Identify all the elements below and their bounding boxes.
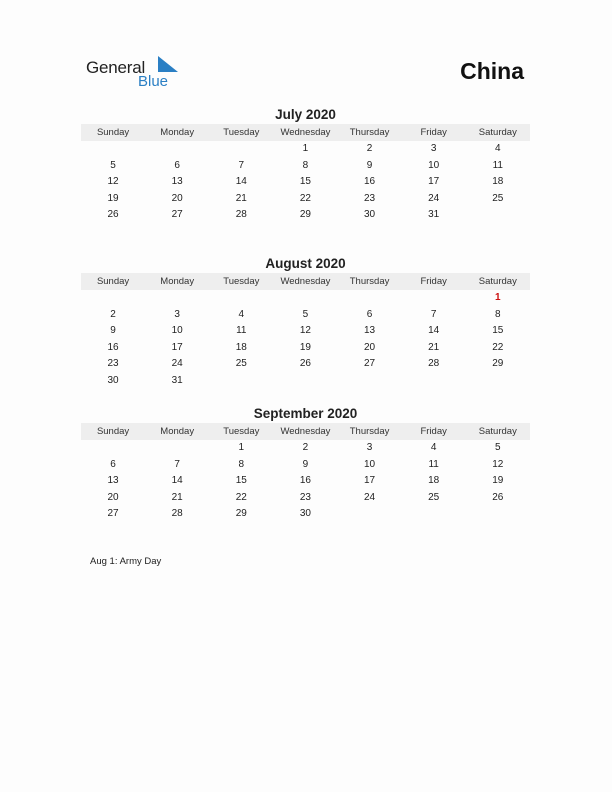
month-title: September 2020: [253, 406, 358, 421]
day-cell: [466, 373, 530, 390]
day-cell: 23: [299, 491, 311, 503]
generalblue-logo: [86, 54, 186, 94]
day-cell: 20: [107, 491, 119, 503]
day-cell: 27: [171, 209, 183, 221]
day-cell: 14: [235, 176, 247, 188]
day-cell: 16: [107, 341, 119, 353]
day-cell: 7: [174, 458, 180, 470]
day-cell: 9: [110, 325, 116, 337]
week-row: [81, 340, 530, 357]
day-cell: 13: [107, 475, 119, 487]
day-cell: [273, 373, 337, 390]
day-cell: 8: [495, 308, 501, 320]
day-cell: 7: [430, 308, 437, 320]
week-row: [81, 323, 530, 340]
day-cell: [466, 207, 530, 224]
day-cell: [81, 290, 145, 307]
day-cell: 31: [171, 374, 183, 386]
day-cell: 16: [299, 475, 311, 487]
day-cell: [81, 440, 145, 457]
day-cell: 28: [171, 508, 183, 520]
day-cell: 30: [107, 374, 119, 386]
day-cell: 18: [492, 176, 504, 188]
day-cell: 20: [364, 341, 376, 353]
day-cell: 4: [495, 143, 501, 154]
month-july: [81, 106, 530, 224]
day-cell: 20: [171, 192, 183, 204]
day-cell: 10: [364, 458, 376, 470]
holiday-notes: [90, 556, 161, 567]
day-cell: 6: [110, 458, 116, 470]
holiday-note: Aug 1: Army Day: [90, 556, 162, 567]
day-cell: 26: [492, 491, 504, 503]
day-cell: 24: [171, 358, 183, 370]
day-cell: 4: [238, 308, 245, 320]
weekday-label: Saturday: [478, 426, 517, 437]
day-cell: 21: [235, 192, 247, 204]
day-cell: 25: [428, 491, 440, 503]
day-cell: 23: [107, 358, 119, 370]
day-cell: [209, 141, 273, 158]
day-cell: [273, 290, 337, 307]
day-cell: 2: [366, 143, 373, 154]
day-cell: [338, 373, 402, 390]
weekday-label: Wednesday: [280, 426, 331, 437]
day-cell: 27: [107, 508, 119, 520]
day-cell: [209, 373, 273, 390]
weekday-label: Wednesday: [280, 127, 331, 138]
month-title: July 2020: [275, 107, 336, 122]
month-august: [81, 255, 530, 390]
day-cell: 17: [171, 341, 183, 353]
day-cell: 31: [428, 209, 440, 221]
day-cell: [145, 290, 209, 307]
day-cell: 21: [171, 491, 183, 503]
weekday-label: Friday: [420, 127, 447, 138]
day-cell: 12: [299, 325, 311, 337]
day-cell: 19: [107, 192, 119, 204]
day-cell: 9: [366, 159, 373, 171]
day-cell: 17: [364, 475, 376, 487]
weekday-label: Sunday: [96, 276, 130, 287]
month-september: [81, 405, 530, 523]
month-title: August 2020: [265, 256, 346, 271]
weekday-label: Monday: [160, 127, 195, 138]
day-cell: 5: [110, 159, 116, 171]
day-cell: 8: [238, 458, 245, 470]
day-cell: 17: [428, 176, 440, 188]
day-cell: 29: [299, 209, 311, 221]
day-cell: 19: [299, 341, 311, 353]
day-cell: 10: [428, 159, 440, 171]
weekday-label: Saturday: [478, 276, 517, 287]
weekday-label: Saturday: [478, 127, 517, 138]
day-cell: 14: [428, 325, 440, 337]
day-cell: 11: [492, 159, 503, 171]
day-cell: 28: [235, 209, 247, 221]
day-cell: 3: [366, 442, 373, 453]
logo-triangle-icon: [158, 56, 178, 74]
day-cell: 21: [428, 341, 440, 353]
day-cell: 6: [366, 308, 373, 320]
day-cell: 13: [364, 325, 376, 337]
day-cell: 13: [171, 176, 183, 188]
holiday-day-cell: 1: [495, 292, 501, 303]
day-cell: 19: [492, 475, 504, 487]
day-cell: 23: [364, 192, 376, 204]
day-cell: 5: [495, 442, 501, 453]
weekday-label: Thursday: [349, 276, 390, 287]
day-cell: 18: [235, 341, 247, 353]
day-cell: 24: [428, 192, 440, 204]
day-cell: 29: [235, 508, 247, 520]
weekday-label: Tuesday: [223, 276, 260, 287]
day-cell: 7: [238, 159, 245, 171]
day-cell: 4: [430, 442, 437, 453]
day-cell: 6: [174, 159, 180, 171]
weekday-label: Friday: [420, 426, 447, 437]
day-cell: 26: [107, 209, 119, 221]
day-cell: 15: [299, 176, 311, 188]
week-row: [81, 207, 530, 224]
day-cell: 16: [364, 176, 376, 188]
day-cell: 12: [492, 458, 504, 470]
day-cell: 14: [171, 475, 183, 487]
day-cell: [402, 373, 466, 390]
day-cell: 24: [364, 491, 376, 503]
day-cell: 8: [302, 159, 309, 171]
week-row: [81, 473, 530, 490]
week-row: [81, 307, 530, 324]
day-cell: [81, 141, 145, 158]
logo-general-text: General: [86, 58, 146, 77]
day-cell: 15: [492, 325, 504, 337]
day-cell: 22: [299, 192, 311, 204]
week-row: [81, 191, 530, 208]
day-cell: 2: [110, 308, 116, 320]
weekday-label: Sunday: [96, 127, 130, 138]
day-cell: 15: [235, 475, 247, 487]
weekday-header-row: [81, 423, 530, 440]
day-cell: 28: [428, 358, 440, 370]
week-row: [81, 373, 530, 390]
weekday-label: Tuesday: [223, 426, 260, 437]
day-cell: [338, 290, 402, 307]
day-cell: 25: [235, 358, 247, 370]
week-row: [81, 457, 530, 474]
weekday-label: Sunday: [96, 426, 130, 437]
week-row: [81, 158, 530, 175]
logo-blue-text: Blue: [138, 73, 169, 90]
day-cell: 18: [428, 475, 440, 487]
week-row: [81, 141, 530, 158]
weekday-label: Thursday: [349, 127, 390, 138]
day-cell: 3: [174, 308, 180, 320]
day-cell: 9: [302, 458, 309, 470]
weekday-label: Thursday: [349, 426, 390, 437]
country-title: China: [460, 58, 524, 84]
weekday-header-row: [81, 124, 530, 141]
week-row: [81, 506, 530, 523]
weekday-label: Monday: [160, 276, 195, 287]
day-cell: 2: [302, 442, 309, 453]
day-cell: [145, 141, 209, 158]
day-cell: 11: [236, 325, 247, 337]
day-cell: 22: [235, 491, 247, 503]
day-cell: 12: [107, 176, 119, 188]
week-row: [81, 440, 530, 457]
day-cell: [466, 506, 530, 523]
weekday-label: Tuesday: [223, 127, 260, 138]
day-cell: 29: [492, 358, 504, 370]
day-cell: 26: [299, 358, 311, 370]
day-cell: 3: [430, 143, 437, 154]
day-cell: [338, 506, 402, 523]
day-cell: 5: [302, 308, 309, 320]
week-row: [81, 290, 530, 307]
day-cell: 30: [299, 508, 311, 520]
week-row: [81, 356, 530, 373]
day-cell: 10: [171, 325, 183, 337]
weekday-label: Friday: [420, 276, 447, 287]
day-cell: [402, 290, 466, 307]
day-cell: 1: [302, 143, 309, 154]
day-cell: 27: [364, 358, 376, 370]
day-cell: 22: [492, 341, 504, 353]
day-cell: 1: [238, 442, 245, 453]
weekday-header-row: [81, 273, 530, 290]
week-row: [81, 490, 530, 507]
day-cell: 25: [492, 192, 504, 204]
day-cell: [209, 290, 273, 307]
day-cell: 30: [364, 209, 376, 221]
week-row: [81, 174, 530, 191]
weekday-label: Wednesday: [280, 276, 331, 287]
day-cell: [145, 440, 209, 457]
day-cell: [402, 506, 466, 523]
weekday-label: Monday: [160, 426, 195, 437]
day-cell: 11: [428, 458, 439, 470]
